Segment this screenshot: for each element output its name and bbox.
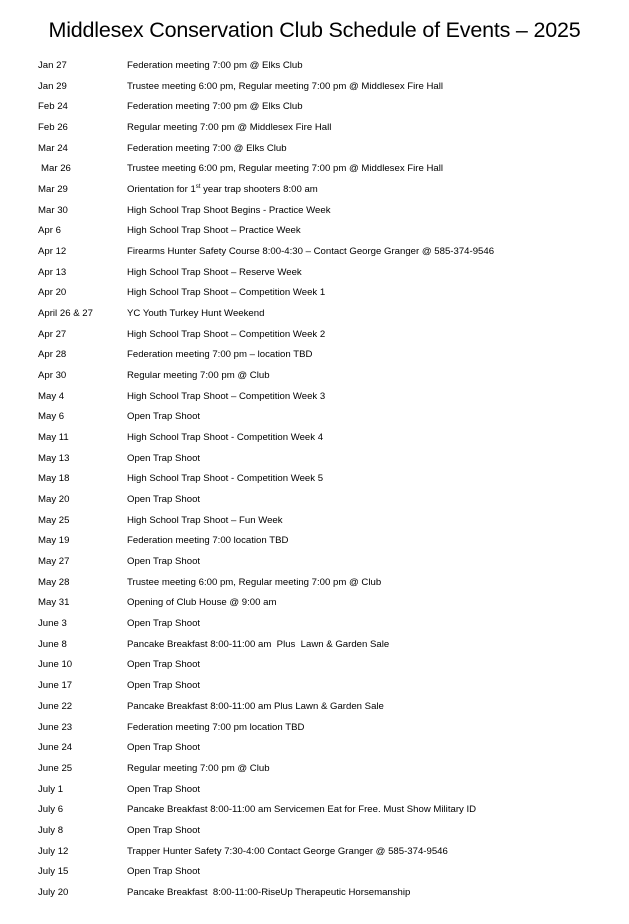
event-date: Mar 30 <box>38 204 68 216</box>
event-date: Jan 27 <box>38 60 67 71</box>
event-date: April 26 & 27 <box>38 308 93 320</box>
event-description: Pancake Breakfast 8:00-11:00 am Plus Lawn & Garden Sale <box>127 638 390 650</box>
event-description: High School Trap Shoot – Reserve Week <box>127 266 302 278</box>
event-date: July 12 <box>38 845 69 857</box>
event-date: June 25 <box>38 762 73 774</box>
event-description: Trustee meeting 6:00 pm, Regular meeting 7:00 pm @ Middlesex Fire Hall <box>127 80 443 92</box>
event-row <box>0 347 629 368</box>
event-date: May 20 <box>38 494 70 506</box>
event-row <box>0 223 629 244</box>
event-row <box>0 761 629 782</box>
event-date: July 20 <box>38 886 69 898</box>
event-date: May 27 <box>38 556 70 568</box>
event-date: June 23 <box>38 721 73 733</box>
event-row <box>0 533 629 554</box>
event-date: Apr 30 <box>38 370 67 382</box>
event-description: High School Trap Shoot - Competition Week 5 <box>127 473 324 485</box>
event-description: Regular meeting 7:00 pm @ Club <box>127 370 270 382</box>
event-description: Open Trap Shoot <box>127 824 201 836</box>
event-date: Feb 24 <box>38 101 68 113</box>
event-description: Trustee meeting 6:00 pm, Regular meeting 7:00 pm @ Middlesex Fire Hall <box>127 163 443 175</box>
event-date: June 8 <box>38 638 67 650</box>
event-date: Apr 28 <box>38 349 67 361</box>
event-date: June 3 <box>38 618 67 630</box>
event-date: May 19 <box>38 535 70 547</box>
event-description: High School Trap Shoot – Competition Week 3 <box>127 390 326 402</box>
event-description: Open Trap Shoot <box>127 452 201 464</box>
event-row <box>0 161 629 182</box>
event-description: Pancake Breakfast 8:00-11:00-RiseUp Therapeutic Horsemanship <box>127 886 411 898</box>
event-row <box>0 182 629 203</box>
event-description: Open Trap Shoot <box>127 742 201 754</box>
event-date: Mar 29 <box>38 184 68 196</box>
event-date: June 24 <box>38 742 73 754</box>
event-row <box>0 616 629 637</box>
event-date: Apr 20 <box>38 287 67 299</box>
event-row <box>0 79 629 100</box>
event-description: High School Trap Shoot – Fun Week <box>127 514 283 526</box>
event-row <box>0 203 629 224</box>
event-description: Firearms Hunter Safety Course 8:00-4:30 – Contact George Granger @ 585-374-9546 <box>127 246 495 258</box>
event-row <box>0 389 629 410</box>
event-description: Regular meeting 7:00 pm @ Middlesex Fire Hall <box>127 122 332 134</box>
event-date: May 31 <box>38 597 70 609</box>
event-date: May 6 <box>38 411 65 423</box>
event-date: Apr 27 <box>38 328 67 340</box>
event-description: Pancake Breakfast 8:00-11:00 am Servicemen Eat for Free. Must Show Military ID <box>127 804 477 816</box>
event-date: May 25 <box>38 514 70 526</box>
event-row <box>0 864 629 885</box>
event-description: Federation meeting 7:00 pm @ Elks Club <box>127 60 303 71</box>
event-row <box>0 327 629 348</box>
event-row <box>0 657 629 678</box>
event-row <box>0 823 629 844</box>
page-title: Middlesex Conservation Club Schedule of Events – 2025 <box>48 18 581 42</box>
event-row <box>0 141 629 162</box>
event-description: Federation meeting 7:00 pm location TBD <box>127 721 305 733</box>
event-description: High School Trap Shoot – Competition Week 1 <box>127 287 326 299</box>
ordinal-superscript: st <box>195 184 201 191</box>
event-description: Open Trap Shoot <box>127 659 201 671</box>
event-description: High School Trap Shoot - Competition Week 4 <box>127 432 324 444</box>
event-date: July 6 <box>38 804 64 816</box>
event-date: May 11 <box>38 432 69 444</box>
event-description: Open Trap Shoot <box>127 494 201 506</box>
event-description: Regular meeting 7:00 pm @ Club <box>127 762 270 774</box>
event-row <box>0 58 629 79</box>
event-description: High School Trap Shoot – Competition Week 2 <box>127 328 326 340</box>
event-date: June 10 <box>38 659 73 671</box>
event-date: Apr 12 <box>38 246 67 258</box>
event-description: Pancake Breakfast 8:00-11:00 am Plus Lawn & Garden Sale <box>127 700 384 712</box>
event-date: May 18 <box>38 473 70 485</box>
event-date: Mar 26 <box>41 163 71 175</box>
event-row <box>0 637 629 658</box>
event-row <box>0 244 629 265</box>
event-row <box>0 99 629 120</box>
event-date: May 4 <box>38 390 65 402</box>
event-date: May 13 <box>38 452 70 464</box>
event-description: Open Trap Shoot <box>127 618 201 630</box>
event-date: Feb 26 <box>38 122 68 134</box>
event-description: Open Trap Shoot <box>127 556 201 568</box>
event-date: July 8 <box>38 824 64 836</box>
event-description: Federation meeting 7:00 pm @ Elks Club <box>127 101 303 113</box>
event-row <box>0 720 629 741</box>
event-row <box>0 409 629 430</box>
event-description: Federation meeting 7:00 pm – location TBD <box>127 349 313 361</box>
event-date: June 22 <box>38 700 73 712</box>
event-row <box>0 740 629 761</box>
event-row <box>0 368 629 389</box>
event-description: Trustee meeting 6:00 pm, Regular meeting 7:00 pm @ Club <box>127 576 382 588</box>
event-text: Orientation for 1 <box>127 184 196 196</box>
event-date: Apr 13 <box>38 266 67 278</box>
event-row <box>0 678 629 699</box>
event-description: Open Trap Shoot <box>127 680 201 692</box>
event-row <box>0 306 629 327</box>
event-date: June 17 <box>38 680 73 692</box>
event-description: Open Trap Shoot <box>127 866 201 878</box>
event-row <box>0 513 629 534</box>
event-row <box>0 844 629 865</box>
event-row <box>0 802 629 823</box>
event-description: Federation meeting 7:00 @ Elks Club <box>127 142 287 154</box>
event-row <box>0 120 629 141</box>
event-row <box>0 285 629 306</box>
events-list <box>0 58 629 906</box>
event-row <box>0 782 629 803</box>
event-date: July 15 <box>38 866 69 878</box>
event-date: May 28 <box>38 576 70 588</box>
event-row <box>0 265 629 286</box>
event-row <box>0 885 629 906</box>
event-row <box>0 451 629 472</box>
event-row <box>0 430 629 451</box>
event-date: Apr 6 <box>38 225 61 237</box>
event-row <box>0 575 629 596</box>
event-description <box>127 182 318 198</box>
event-row <box>0 471 629 492</box>
event-description: YC Youth Turkey Hunt Weekend <box>127 308 265 320</box>
event-date: Mar 24 <box>38 142 68 154</box>
event-description: Federation meeting 7:00 location TBD <box>127 535 289 547</box>
event-row <box>0 595 629 616</box>
event-row <box>0 554 629 575</box>
event-date: July 1 <box>38 783 64 795</box>
event-description: High School Trap Shoot Begins - Practice Week <box>127 204 331 216</box>
event-row <box>0 492 629 513</box>
event-description: Trapper Hunter Safety 7:30-4:00 Contact George Granger @ 585-374-9546 <box>127 845 448 857</box>
event-description: Open Trap Shoot <box>127 783 201 795</box>
event-text: year trap shooters 8:00 am <box>200 184 318 196</box>
event-date: Jan 29 <box>38 80 67 92</box>
event-description: Open Trap Shoot <box>127 411 201 423</box>
event-description: High School Trap Shoot – Practice Week <box>127 225 301 237</box>
event-row <box>0 699 629 720</box>
event-description: Opening of Club House @ 9:00 am <box>127 597 277 609</box>
